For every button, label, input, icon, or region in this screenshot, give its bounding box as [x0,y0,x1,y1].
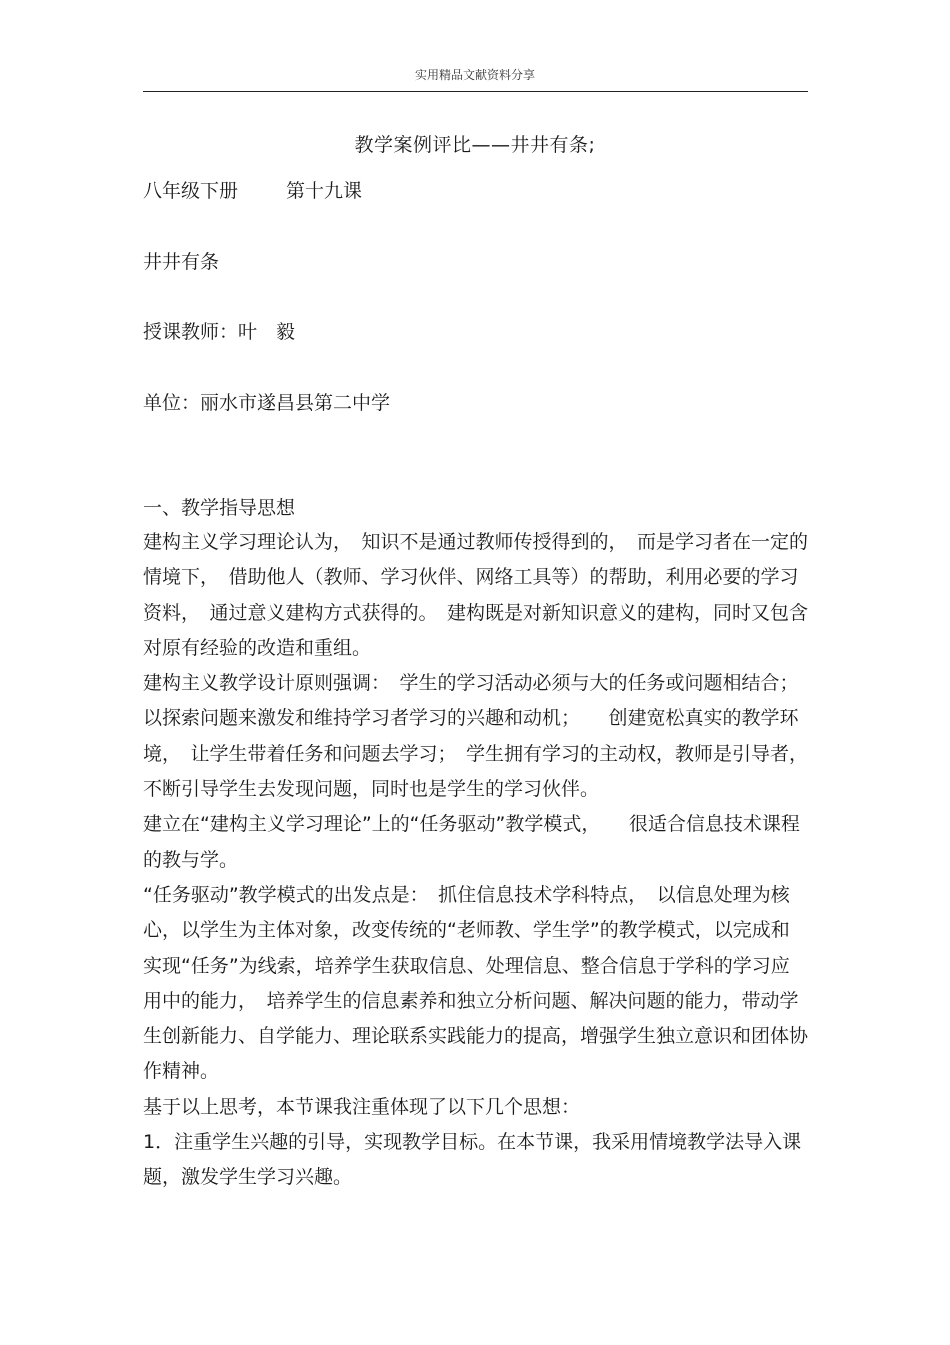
teacher-line: 授课教师：叶 毅 [143,321,296,343]
section-body [143,525,808,1196]
header-divider [143,91,808,92]
paragraph: 建立在“建构主义学习理论”上的“任务驱动”教学模式， 很适合信息技术课程的教与学。 [143,813,800,871]
header-text: 实用精品文献资料分享 [414,68,535,82]
document-title: 教学案例评比——井井有条; [354,134,596,156]
grade-lesson-line [143,176,362,203]
unit-line: 单位：丽水市遂昌县第二中学 [143,392,391,414]
paragraph: 基于以上思考，本节课我注重体现了以下几个思想： [143,1095,581,1118]
grade-label: 八年级下册 [143,180,239,202]
paragraph: 建构主义学习理论认为， 知识不是通过教师传授得到的， 而是学习者在一定的情境下， 借助他人（教师、学习伙伴、网络工具等）的帮助，利用必要的学习资料， 通过意义建构方式获得的。 建构既是对新知识意义的建构，同时又包含对原有经验的改造和重组。 [143,531,809,659]
paragraph: 1．注重学生兴趣的引导，实现教学目标。在本节课，我采用情境教学法导入课题，激发学生学习兴趣。 [143,1131,802,1189]
topic-line: 井井有条 [143,251,220,273]
section-heading: 一、教学指导思想 [143,497,296,519]
paragraph: 建构主义教学设计原则强调： 学生的学习活动必须与大的任务或问题相结合；以探索问题来激发和维持学习者学习的兴趣和动机； 创建宽松真实的教学环境， 让学生带着任务和问题去学习； 学生拥有学习的主动权，教师是引导者，不断引导学生去发现问题，同时也是学生的学习伙伴。 [143,672,809,801]
paragraph: “任务驱动”教学模式的出发点是： 抓住信息技术学科特点， 以信息处理为核心，以学生为主体对象，改变传统的“老师教、学生学”的教学模式，以完成和实现“任务”为线索，培养学生获取信息、处理信息、整合信息于学科的学习应用中的能力， 培养学生的信息素养和独立分析问题、解决问题的能力，带动学生创新能力、自学能力、理论联系实践能力的提高，增强学生独立意识和团体协作精神。 [143,883,809,1083]
lesson-label: 第十九课 [286,180,363,202]
